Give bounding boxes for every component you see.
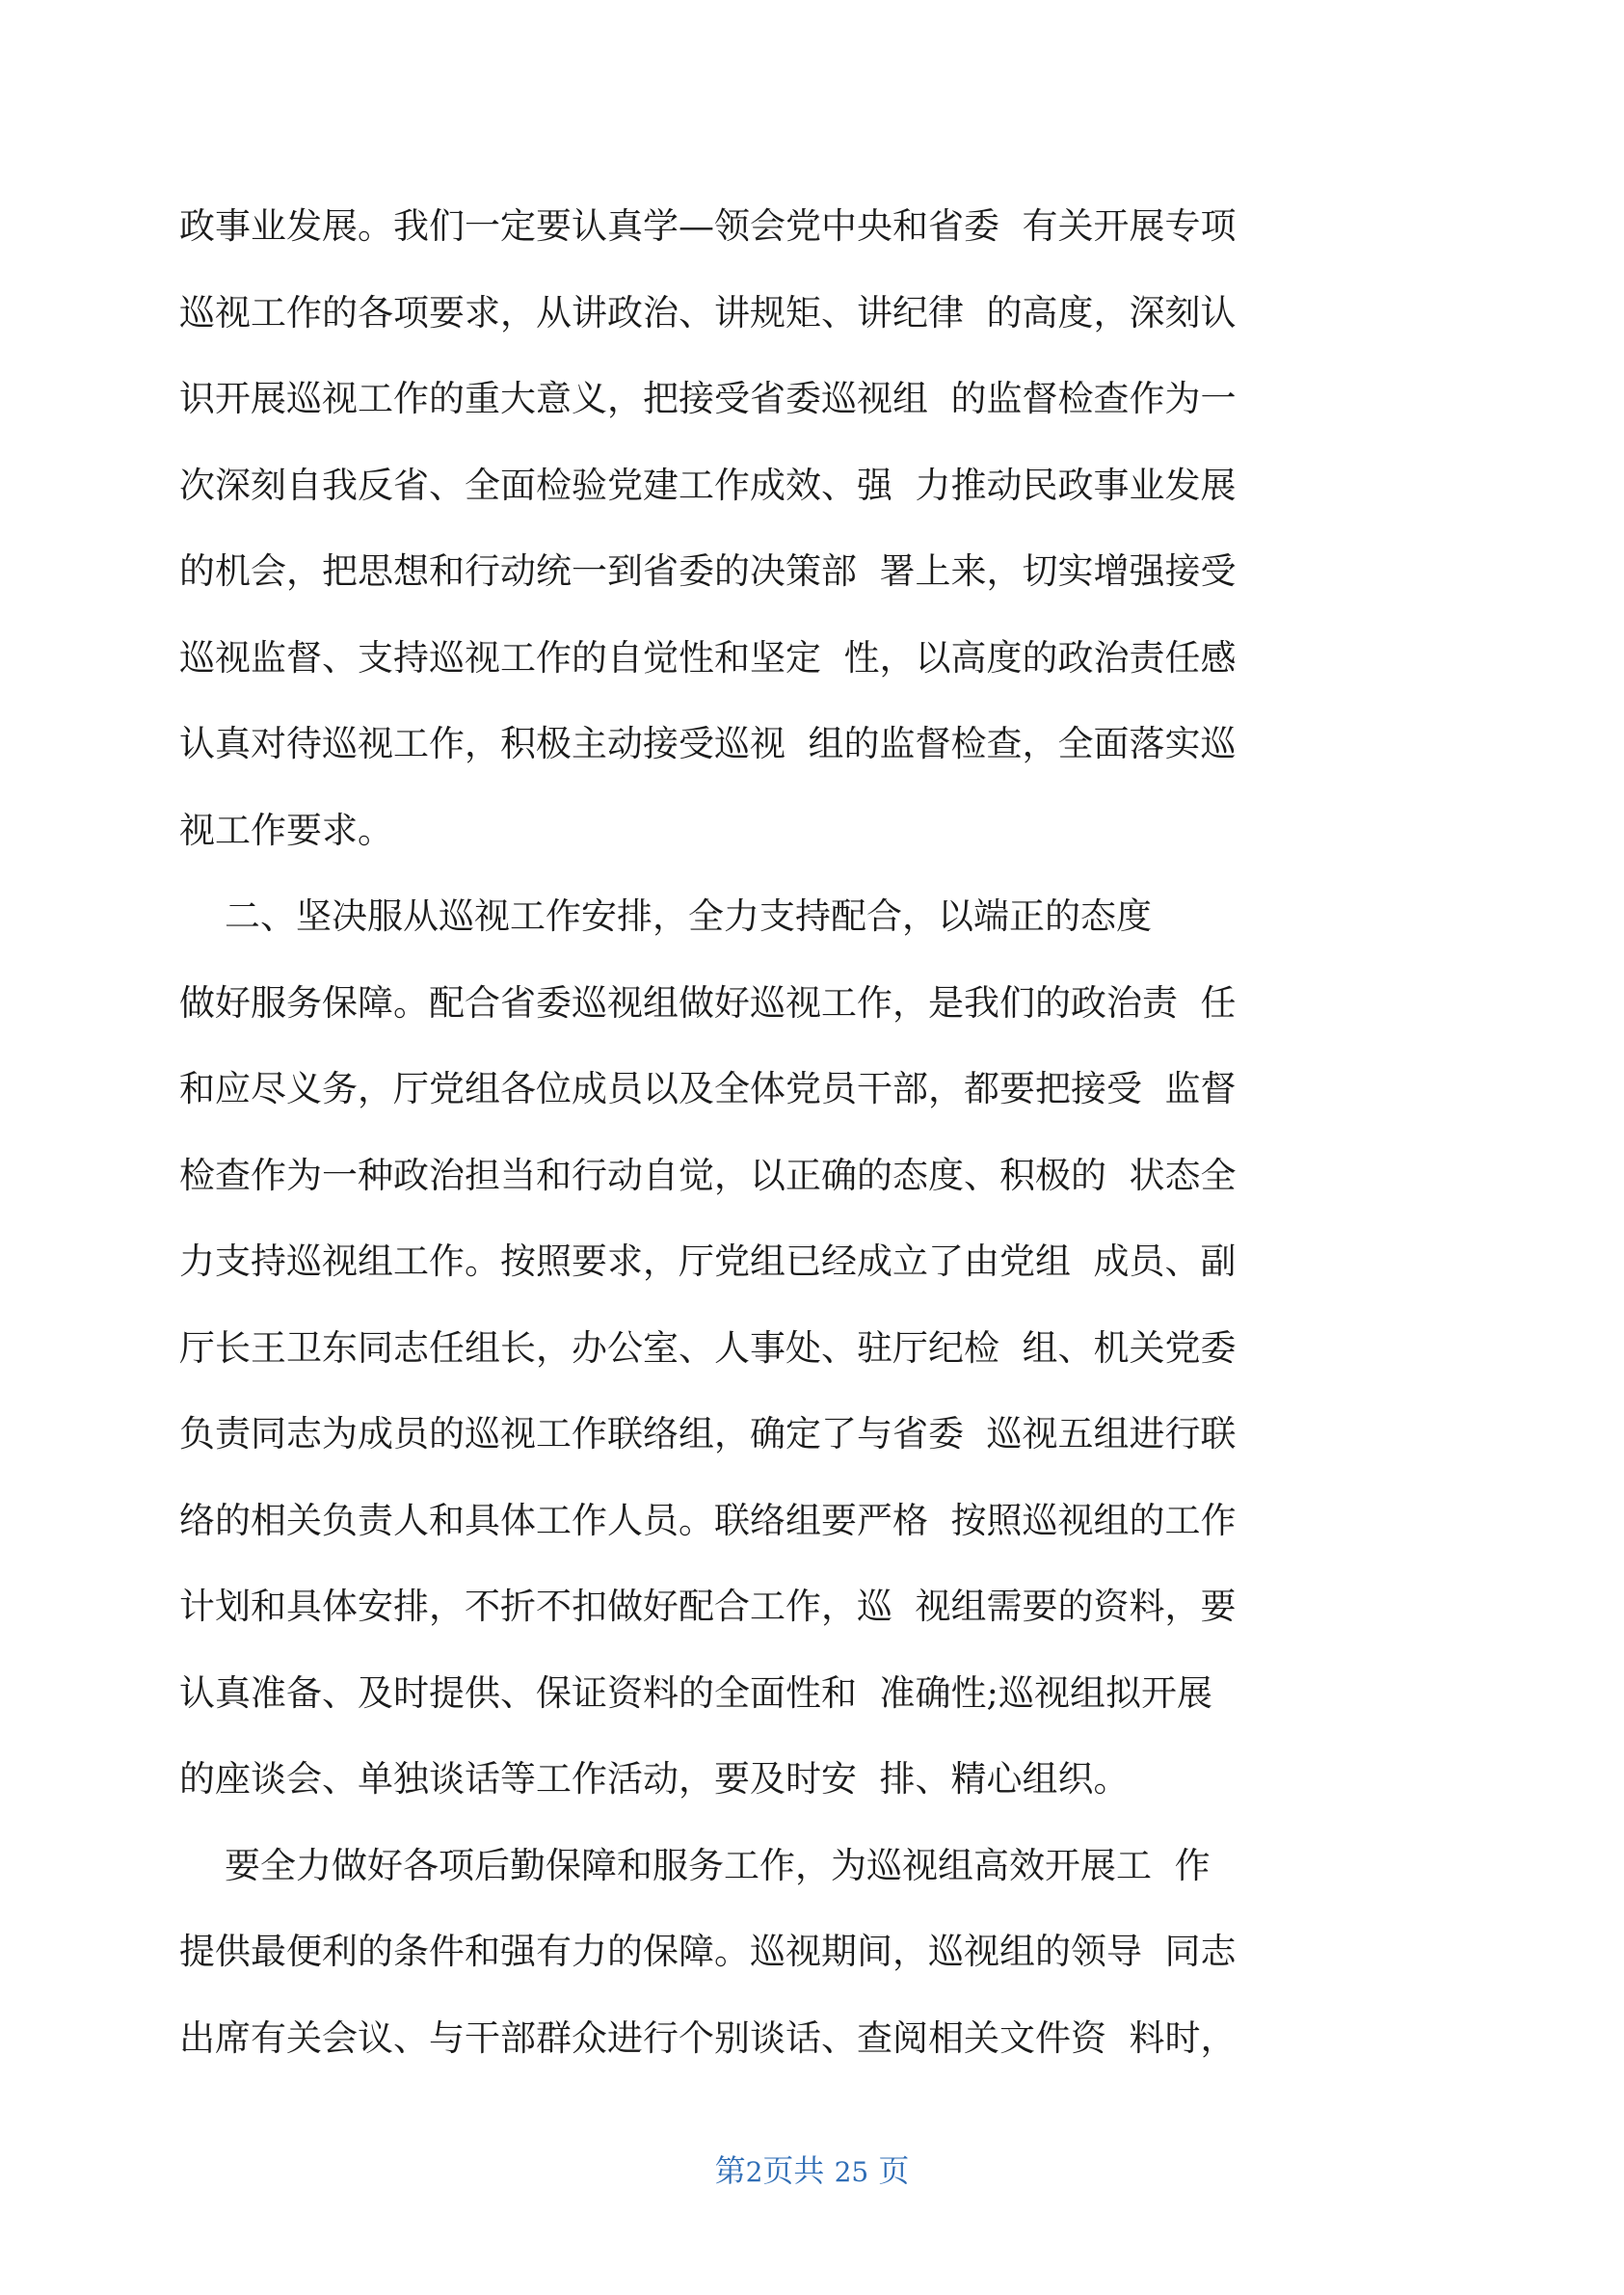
- footer-prefix: 第: [714, 2152, 746, 2189]
- footer-middle: 页共: [762, 2152, 835, 2189]
- text-line: 厅长王卫东同志任组长，办公室、人事处、驻厅纪检 组、机关党委: [179, 1326, 1237, 1369]
- text-line: 识开展巡视工作的重大意义，把接受省委巡视组 的监督检查作为一: [179, 378, 1237, 419]
- text-line: 做好服务保障。配合省委巡视组做好巡视工作，是我们的政治责 任: [179, 981, 1237, 1024]
- text-line: 视工作要求。: [179, 809, 393, 851]
- text-line: 的座谈会、单独谈话等工作活动，要及时安 排、精心组织。: [179, 1758, 1130, 1800]
- text-line: 负责同志为成员的巡视工作联络组，确定了与省委 巡视五组进行联: [179, 1413, 1237, 1454]
- page-footer: [0, 2151, 1624, 2192]
- text-line: 认真对待巡视工作，积极主动接受巡视 组的监督检查，全面落实巡: [179, 723, 1237, 764]
- paragraph-start-line: 要全力做好各项后勤保障和服务工作，为巡视组高效开展工 作: [179, 1844, 1211, 1886]
- footer-suffix: 页: [868, 2152, 910, 2189]
- current-page-number: 2: [745, 2156, 763, 2188]
- text-line: 的机会，把思想和行动统一到省委的决策部 署上来，切实增强接受: [179, 550, 1237, 592]
- section-heading-line: 二、坚决服从巡视工作安排，全力支持配合，以端正的态度: [179, 895, 1153, 937]
- document-body: [179, 183, 1451, 2081]
- text-line: 检查作为一种政治担当和行动自觉，以正确的态度、积极的 状态全: [179, 1154, 1237, 1196]
- text-line: 政事业发展。我们一定要认真学—领会党中央和省委 有关开展专项: [179, 205, 1237, 247]
- text-line: 认真准备、及时提供、保证资料的全面性和 准确性;巡视组拟开展: [179, 1671, 1212, 1714]
- text-line: 次深刻自我反省、全面检验党建工作成效、强 力推动民政事业发展: [179, 464, 1237, 506]
- total-pages-number: 25: [834, 2156, 869, 2188]
- text-line: 提供最便利的条件和强有力的保障。巡视期间，巡视组的领导 同志: [179, 1931, 1237, 1972]
- text-line: 巡视工作的各项要求，从讲政治、讲规矩、讲纪律 的高度，深刻认: [179, 291, 1237, 334]
- text-line: 计划和具体安排，不折不扣做好配合工作，巡 视组需要的资料，要: [179, 1586, 1237, 1627]
- text-line: 络的相关负责人和具体工作人员。联络组要严格 按照巡视组的工作: [179, 1499, 1237, 1541]
- text-line: 力支持巡视组工作。按照要求，厅党组已经成立了由党组 成员、副: [179, 1241, 1237, 1282]
- text-line: 出席有关会议、与干部群众进行个别谈话、查阅相关文件资 料时，: [179, 2016, 1237, 2059]
- text-line: 巡视监督、支持巡视工作的自觉性和坚定 性，以高度的政治责任感: [179, 636, 1237, 679]
- text-line: 和应尽义务，厅党组各位成员以及全体党员干部，都要把接受 监督: [179, 1068, 1237, 1109]
